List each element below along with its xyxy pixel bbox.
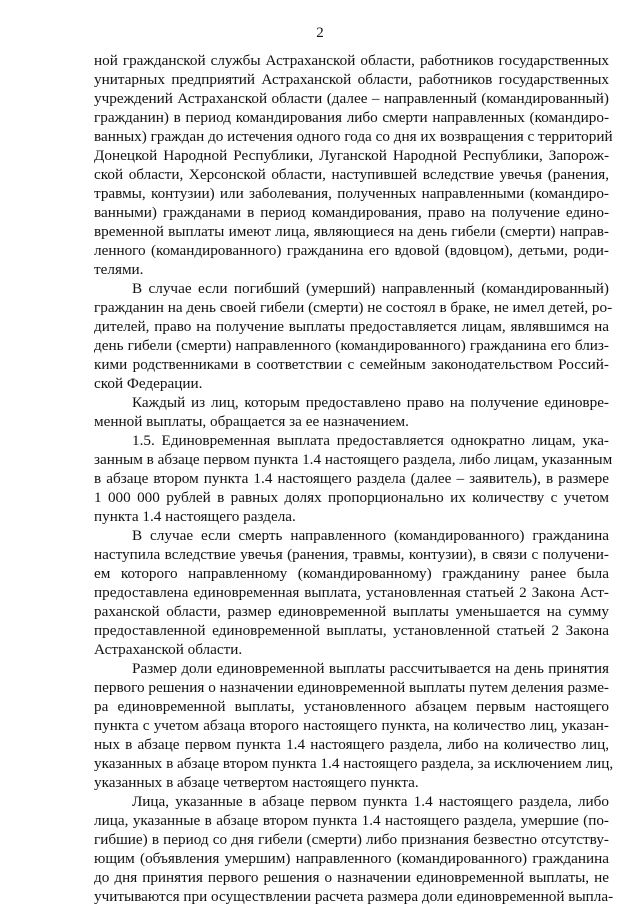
text-line: в абзаце втором пункта 1.4 настоящего раздела (далее – заявитель), в размере (94, 470, 609, 487)
text-line: предоставленной единовременной выплаты, установленной статьей 2 Закона (94, 622, 609, 639)
text-line: Размер доли единовременной выплаты рассчитывается на день принятия (132, 660, 609, 677)
paragraph (94, 51, 613, 279)
text-line: гражданин) в период командирования либо смерти направленных (командиро- (94, 109, 609, 126)
text-line: наступила вследствие увечья (ранения, травмы, контузии), в связи с получени- (94, 546, 609, 563)
text-line: гибшие) в период со дня гибели (смерти) либо признания безвестно отсутству- (94, 831, 609, 848)
text-line: ской области, Херсонской области, наступившей вследствие увечья (ранения, (94, 166, 609, 183)
text-line: кими родственниками в соответствии с семейным законодательством Россий- (94, 356, 609, 373)
text-line: 1.5. Единовременная выплата предоставляется однократно лицам, ука- (132, 432, 609, 449)
text-line: указанных в абзаце втором пункта 1.4 настоящего раздела, за исключением лиц, (94, 755, 614, 772)
text-line: Донецкой Народной Республики, Луганской Народной Республики, Запорож- (94, 147, 609, 164)
text-line: раханской области, размер единовременной выплаты уменьшается на сумму (94, 603, 609, 620)
text-line: ванных) граждан до истечения одного года со дня их возвращения с территорий (94, 128, 613, 145)
text-line: дителей, право на получение выплаты предоставляется лицам, являвшимся на (94, 318, 609, 335)
text-line: занным в абзаце первом пункта 1.4 настоящего раздела, либо лицам, указанным (94, 451, 613, 468)
paragraph (94, 659, 614, 792)
text-line: унитарных предприятий Астраханской области, работников государственных (94, 71, 609, 88)
text-line: менной выплаты, обращается за ее назначением. (94, 413, 409, 430)
text-line: 1 000 000 рублей в равных долях пропорционально их количеству с учетом (94, 489, 609, 506)
text-line: В случае если смерть направленного (командированного) гражданина (132, 527, 609, 544)
page-number: 2 (316, 25, 324, 41)
text-line: В случае если погибший (умерший) направленный (командированный) (132, 280, 609, 297)
text-line: Астраханской области. (94, 641, 243, 658)
text-line: указанных в абзаце четвертом настоящего пункта. (94, 774, 419, 791)
paragraph (94, 431, 613, 526)
text-line: ных в абзаце первом пункта 1.4 настоящего раздела, либо на количество лиц, (94, 736, 609, 753)
text-line: ной гражданской службы Астраханской области, работников государственных (94, 52, 609, 69)
text-line: ленного (командированного) гражданина его вдовой (вдовцом), детьми, роди- (94, 242, 609, 259)
text-line: ющим (объявления умершим) направленного (командированного) гражданина (94, 850, 609, 867)
text-line: ем которого направленному (командированному) гражданину ранее была (94, 565, 609, 582)
text-line: лица, указанные в абзаце втором пункта 1.4 настоящего раздела, умершие (по- (94, 812, 609, 829)
text-line: ванными) гражданами в период командирования, право на получение едино- (94, 204, 609, 221)
text-line: учреждений Астраханской области (далее – направленный (командированный) (94, 90, 609, 107)
text-line: пункта с учетом абзаца второго настоящего пункта, на количество лиц, указан- (94, 717, 609, 734)
text-line: временной выплаты имеют лица, являющиеся на день гибели (смерти) направ- (94, 223, 609, 240)
text-line: пункта 1.4 настоящего раздела. (94, 508, 296, 525)
text-line: до дня принятия первого решения о назначении единовременной выплаты, не (94, 869, 609, 886)
text-line: ра единовременной выплаты, установленного абзацем первым настоящего (94, 698, 609, 715)
text-line: учитываются при осуществлении расчета размера доли единовременной выпла- (94, 888, 614, 905)
text-line: первого решения о назначении единовременной выплаты путем деления разме- (94, 679, 609, 696)
text-line: день гибели (смерти) направленного (командированного) гражданина его близ- (94, 337, 609, 354)
paragraph (94, 393, 609, 431)
text-line: Лица, указанные в абзаце первом пункта 1.4 настоящего раздела, либо (132, 793, 609, 810)
text-line: ской Федерации. (94, 375, 203, 392)
text-line: гражданин на день своей гибели (смерти) не состоял в браке, не имел детей, ро- (94, 299, 613, 316)
paragraph (94, 792, 614, 906)
text-line: телями. (94, 261, 144, 278)
text-line: предоставлена единовременная выплата, установленная статьей 2 Закона Аст- (94, 584, 609, 601)
document-body (94, 51, 614, 906)
paragraph (94, 279, 613, 393)
text-line: Каждый из лиц, которым предоставлено право на получение единовре- (132, 394, 609, 411)
text-line: травмы, контузии) или заболевания, полученных направленными (командиро- (94, 185, 609, 202)
paragraph (94, 526, 609, 659)
